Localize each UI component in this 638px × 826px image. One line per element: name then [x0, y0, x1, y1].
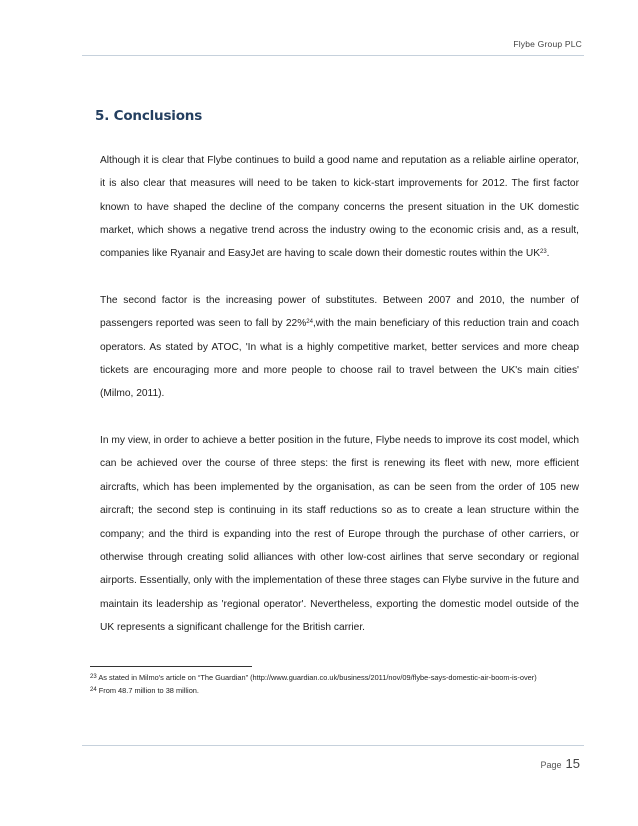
footnote-ref-24[interactable]: 24	[306, 319, 313, 326]
page-number	[541, 756, 581, 771]
body-text	[100, 149, 579, 663]
paragraph-1-end: .	[546, 248, 550, 260]
paragraph-2	[100, 289, 579, 406]
paragraph-1	[100, 149, 579, 266]
footnote-ref-23[interactable]: 23	[539, 249, 547, 256]
footer-divider	[82, 745, 584, 746]
paragraph-3: In my view, in order to achieve a better position in the future, Flybe needs to improve its cost model, which can be achieved over the course of three steps: the first is renewing its fleet with new, more efficient aircrafts, which has been implemented by the organisation, as can be seen from the order of 105 new aircraft; the second step is continuing in its staff reductions so as to create a lean structure within the company; and the third is expanding into the rest of Europe through the purchase of other carriers, or otherwise through creating solid alliances with other low-cost airlines that serve secondary or regional airports. Essentially, only with the implementation of these three stages can Flybe survive in the future and maintain its leadership as 'regional operator'. Nevertheless, exporting the domestic model outside of the UK represents a significant challenge for the British carrier.	[100, 435, 579, 633]
header-divider	[82, 55, 584, 56]
footnote-23	[90, 672, 580, 685]
paragraph-2-text-b: ,with the main beneficiary of this reduction train and coach operators. As stated by ATOC, 'In what is a highly competitive market, better services and more cheap tickets are encouraging more and more people to choose rail to travel between the UK's main cities' (Milmo, 2011).	[100, 318, 579, 400]
footnote-divider	[90, 666, 252, 667]
page-number-value: 15	[565, 756, 580, 771]
footnote-24	[90, 685, 580, 698]
footnote-number: 24	[90, 686, 97, 693]
running-header: Flybe Group PLC	[513, 39, 582, 49]
footnote-text: From 48.7 million to 38 million.	[98, 685, 199, 695]
footnote-number: 23	[90, 674, 97, 680]
page-label: Page	[540, 760, 562, 770]
footnote-text: As stated in Milmo's article on “The Guardian” (http://www.guardian.co.uk/business/2011/nov/09/flybe-says-domestic-air-boom-is-over)	[98, 673, 537, 682]
paragraph-1-text: Although it is clear that Flybe continues to build a good name and reputation as a reliable airline operator, it is also clear that measures will need to be taken to kick-start improvements for 2012. The first factor known to have shaped the decline of the company concerns the present situation in the UK domestic market, which shows a negative trend across the industry owing to the economic crisis and, as a result, companies like Ryanair and EasyJet are having to scale down their domestic routes within the UK	[100, 155, 579, 260]
section-title: 5. Conclusions	[95, 108, 203, 124]
paragraph-2-text-a: The second factor is the increasing power of substitutes. Between 2007 and 2010, the number of passengers reported was seen to fall by 22%	[100, 295, 579, 330]
footnotes	[90, 672, 580, 697]
